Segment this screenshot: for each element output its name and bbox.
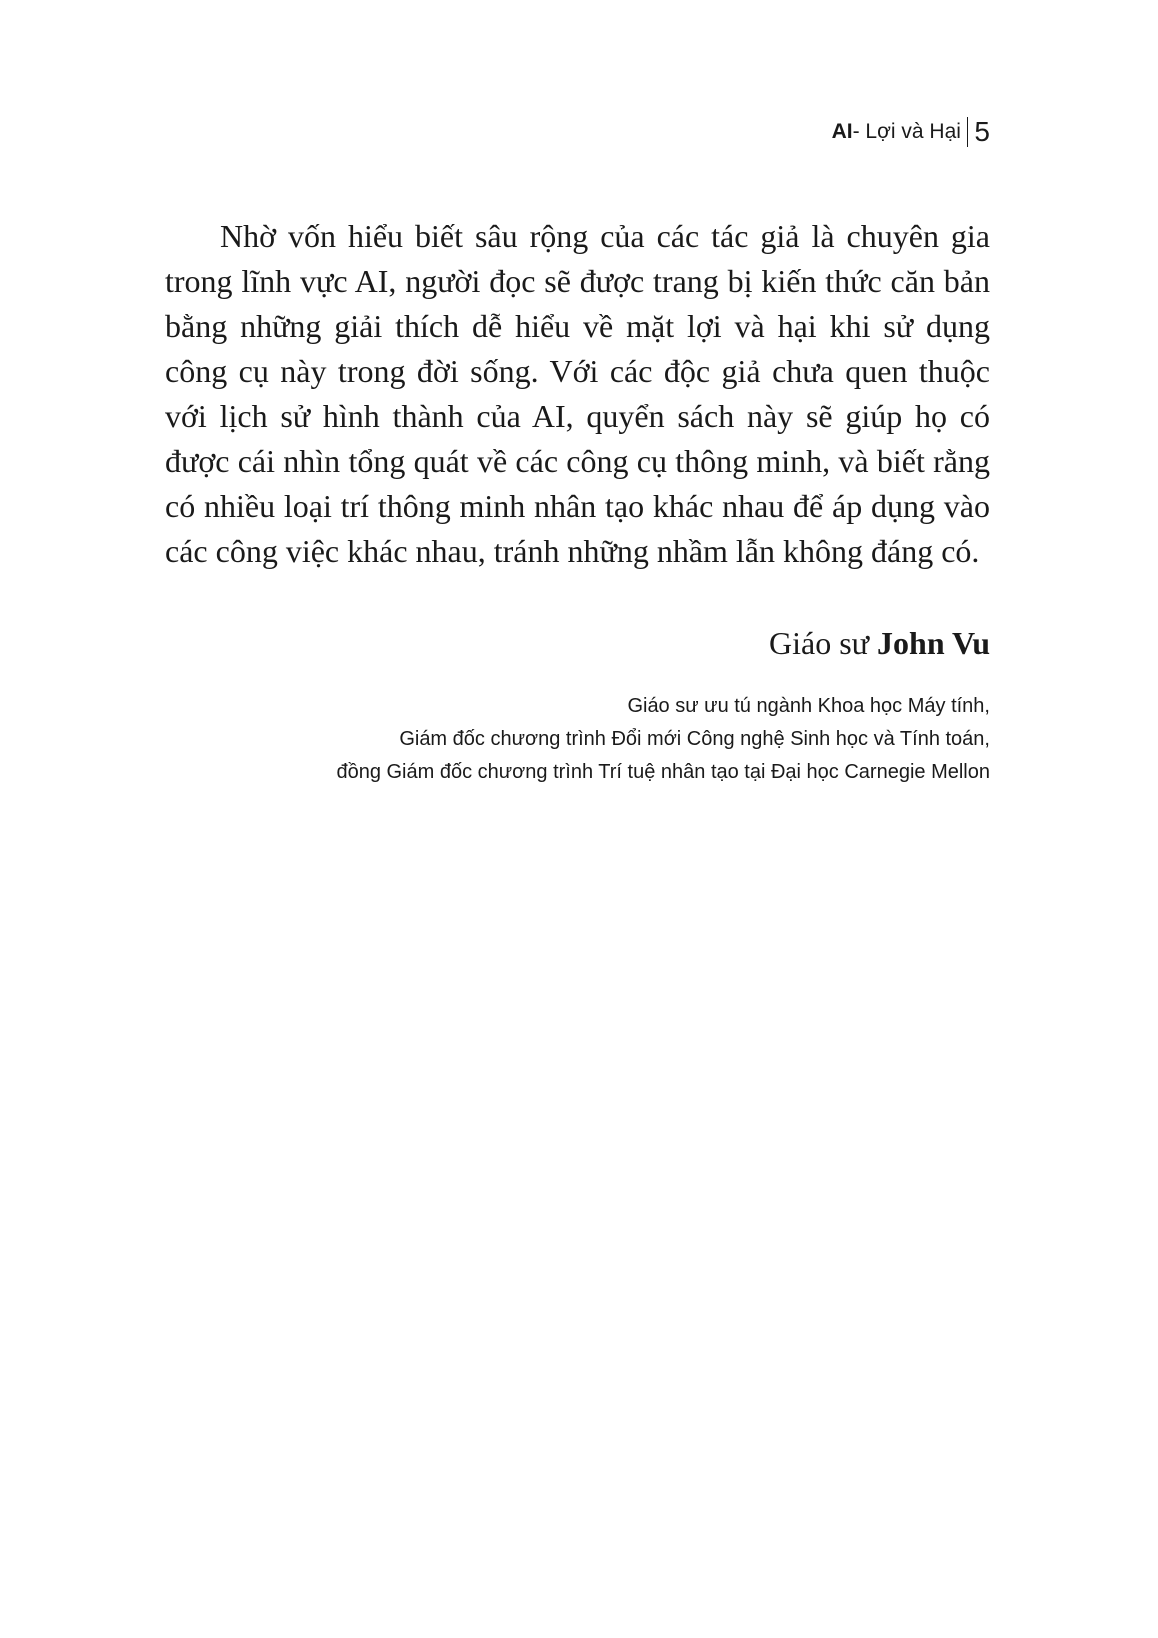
running-header [832, 116, 990, 148]
header-title-abbrev: AI [831, 120, 853, 143]
header-title: - Lợi và Hại [852, 120, 961, 143]
author-credentials [336, 690, 990, 789]
signature [769, 625, 990, 662]
credential-line: Giám đốc chương trình Đổi mới Công nghệ Sinh học và Tính toán, [399, 728, 990, 750]
signature-title: Giáo sư [769, 625, 878, 661]
header-divider [967, 117, 969, 147]
body-paragraph: Nhờ vốn hiểu biết sâu rộng của các tác giả là chuyên gia trong lĩnh vực AI, người đọc sẽ được trang bị kiến thức căn bản bằng những giải thích dễ hiểu về mặt lợi và hại khi sử dụng công cụ này trong đời sống. Với các độc giả chưa quen thuộc với lịch sử hình thành của AI, quyển sách này sẽ giúp họ có được cái nhìn tổng quát về các công cụ thông minh, và biết rằng có nhiều loại trí thông minh nhân tạo khác nhau để áp dụng vào các công việc khác nhau, tránh những nhầm lẫn không đáng có. [165, 218, 990, 569]
credential-line: Giáo sư ưu tú ngành Khoa học Máy tính, [627, 695, 990, 717]
credential-line: đồng Giám đốc chương trình Trí tuệ nhân tạo tại Đại học Carnegie Mellon [336, 761, 990, 783]
signature-name: John Vu [877, 625, 990, 661]
page-number: 5 [974, 116, 990, 147]
